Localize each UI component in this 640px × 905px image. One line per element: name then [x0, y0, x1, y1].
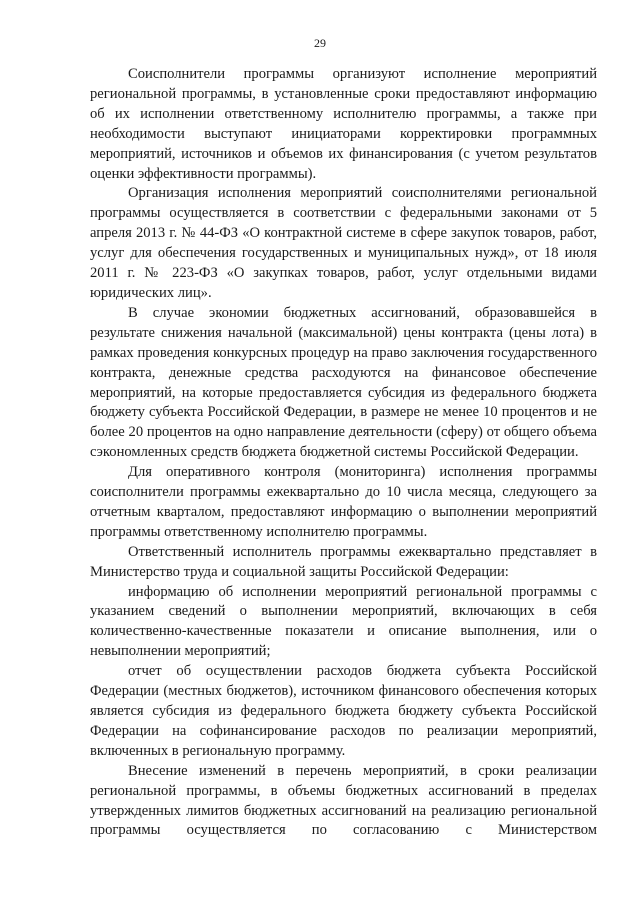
paragraph-changes: Внесение изменений в перечень мероприятий, в сроки реализации региональной программы, в объемы бюджетных ассигнований в пределах утвержденных лимитов бюджетных ассигнований на реализацию региональной программы осуществляется по согласованию с Министерством	[90, 762, 597, 839]
page-number: 29	[314, 36, 326, 50]
document-body	[90, 65, 597, 841]
paragraph-expense-report: отчет об осуществлении расходов бюджета субъекта Российской Федерации (местных бюджетов), источником финансового обеспечения которых является субсидия из федерального бюджета бюджету субъекта Российской Федерации на софинансирование расходов по реализации мероприятий, включенных в региональную программу.	[90, 663, 597, 759]
paragraph-execution-info: информацию об исполнении мероприятий региональной программы с указанием сведений о выполнении мероприятий, включающих в себя количественно-качественные показатели и описание выполнения, или о невыполнении мероприятий;	[90, 583, 597, 660]
paragraph-monitoring: Для оперативного контроля (мониторинга) исполнения программы соисполнители программы ежеквартально до 10 числа месяца, следующего за отчетным кварталом, предоставляют информацию о выполнении мероприятий программы ответственному исполнителю программы.	[90, 464, 597, 540]
paragraph-quarterly-report: Ответственный исполнитель программы ежеквартально представляет в Министерство труда и социальной защиты Российской Федерации:	[90, 543, 597, 580]
paragraph-coexecutors: Соисполнители программы организуют исполнение мероприятий региональной программы, в установленные сроки предоставляют информацию об их исполнении ответственному исполнителю программы, а также при необходимости выступают инициаторами корректировки программных мероприятий, источников и объемов их финансирования (с учетом результатов оценки эффективности программы).	[90, 66, 597, 182]
paragraph-organization: Организация исполнения мероприятий соисполнителями региональной программы осуществляется в соответствии с федеральными законами от 5 апреля 2013 г. № 44-ФЗ «О контрактной системе в сфере закупок товаров, работ, услуг для обеспечения государственных и муниципальных нужд», от 18 июля 2011 г. № 223-ФЗ «О закупках товаров, работ, услуг отдельными видами юридических лиц».	[90, 185, 597, 301]
paragraph-budget-savings: В случае экономии бюджетных ассигнований, образовавшейся в результате снижения начальной (максимальной) цены контракта (цены лота) в рамках проведения конкурсных процедур на право заключения государственного контракта, денежные средства расходуются на финансовое обеспечение мероприятий, на которые предоставляется субсидия из федерального бюджета бюджету субъекта Российской Федерации, в размере не менее 10 процентов и не более 20 процентов на одно направление деятельности (сферу) от общего объема сэкономленных средств бюджета бюджетной системы Российской Федерации.	[90, 304, 597, 461]
